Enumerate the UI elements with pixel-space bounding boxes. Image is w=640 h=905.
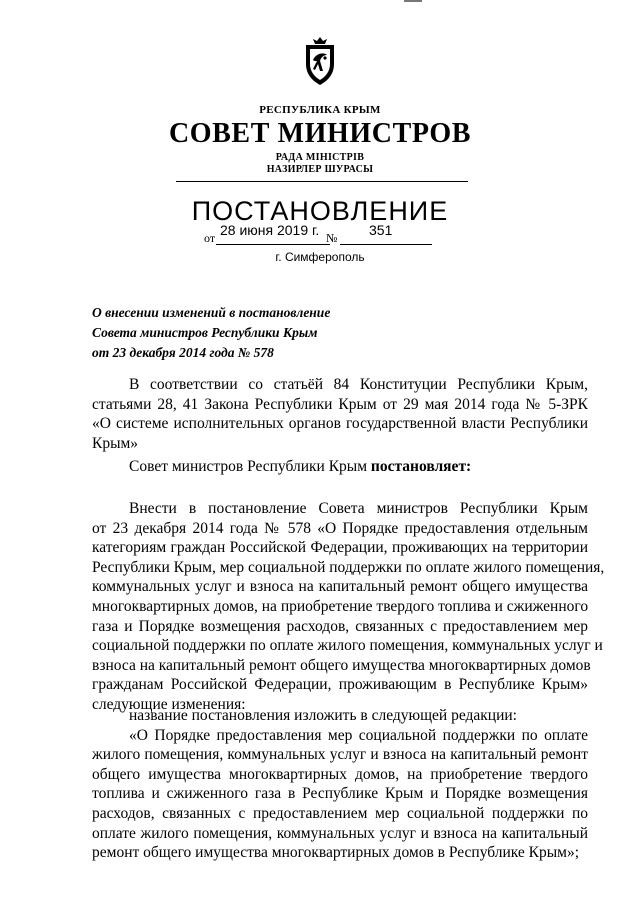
- number-underline: [340, 244, 432, 245]
- council-title-ukrainian: РАДА МІНІСТРІВ: [275, 152, 365, 163]
- text-line: взноса на капитальный ремонт общего имущества многоквартирных домов: [92, 656, 591, 674]
- text-line: следующие изменения:: [92, 695, 246, 713]
- document-date: 28 июня 2019 г.: [220, 222, 320, 238]
- text-line: общего имущества многоквартирных домов, на приобретение твердого: [92, 765, 588, 783]
- amendment-paragraph: [92, 499, 605, 715]
- text-line: Крым»: [92, 434, 139, 452]
- text-line: категориям граждан Российской Федерации, проживающих на территории: [92, 539, 588, 557]
- date-number-line: [204, 222, 434, 246]
- document-city: г. Симферополь: [275, 250, 365, 264]
- title-amendment-paragraph: [92, 706, 588, 863]
- date-prefix: от: [204, 231, 216, 245]
- document-type: ПОСТАНОВЛЕНИЕ: [191, 196, 449, 226]
- text-line: топлива и сжиженного газа в Республике Крым и Порядке возмещения: [92, 785, 588, 803]
- text-line: «О системе исполнительных органов государственной власти Республики: [92, 415, 588, 433]
- text-line: гражданам Российской Федерации, проживающим в Республике Крым»: [92, 676, 588, 694]
- resolution-paragraph: [92, 457, 588, 477]
- text-line: Республики Крым, мер социальной поддержки по оплате жилого помещения,: [92, 558, 605, 576]
- resolution-text: Совет министров Республики Крым: [129, 458, 371, 475]
- text-line: [92, 457, 588, 477]
- text-line: от 23 декабря 2014 года № 578 «О Порядке предоставления отдельным: [92, 519, 588, 537]
- subject-line: от 23 декабря 2014 года № 578: [92, 345, 274, 360]
- subject-line: Совета министров Республики Крым: [92, 325, 318, 340]
- text-line: «О Порядке предоставления мер социальной поддержки по оплате: [129, 726, 588, 744]
- text-line: ремонт общего имущества многоквартирных домов в Республике Крым»;: [92, 844, 580, 862]
- document-number: 351: [369, 222, 393, 238]
- crimea-emblem-icon: [301, 36, 339, 86]
- text-line: социальной поддержки по оплате жилого помещения, коммунальных услуг и: [92, 637, 603, 655]
- subject-line: О внесении изменений в постановление: [92, 305, 331, 320]
- text-line: Внести в постановление Совета министров Республики Крым: [129, 500, 588, 517]
- number-label: №: [326, 231, 338, 245]
- document-subject: [92, 303, 330, 363]
- preamble-paragraph: [92, 375, 588, 453]
- scan-mark: [404, 0, 422, 2]
- text-line: название постановления изложить в следующей редакции:: [129, 707, 517, 724]
- text-line: жилого помещения, коммунальных услуг и взноса на капитальный ремонт: [92, 746, 588, 764]
- council-title: СОВЕТ МИНИСТРОВ: [168, 118, 472, 149]
- text-line: многоквартирных домов, на приобретение твердого топлива и сжиженного: [92, 597, 589, 615]
- text-line: коммунальных услуг и взноса на капитальный ремонт общего имущества: [92, 578, 588, 596]
- header-divider: [176, 181, 468, 182]
- text-line: оплате жилого помещения, коммунальных услуг и взноса на капитальный: [92, 824, 588, 842]
- council-title-crimean-tatar: НАЗИРЛЕР ШУРАСЫ: [266, 164, 374, 175]
- text-line: расходов, связанных с предоставлением мер социальной поддержки по: [92, 804, 588, 822]
- text-line: газа и Порядке возмещения расходов, связанных с предоставлением мер: [92, 617, 588, 635]
- republic-name: РЕСПУБЛИКА КРЫМ: [259, 104, 381, 116]
- text-line: статьями 28, 41 Закона Республики Крым от 29 мая 2014 года № 5-ЗРК: [92, 395, 588, 413]
- text-line: В соответствии со статьёй 84 Конституции Республики Крым,: [129, 376, 588, 393]
- resolution-verb: постановляет:: [370, 458, 472, 475]
- date-underline: [216, 244, 330, 245]
